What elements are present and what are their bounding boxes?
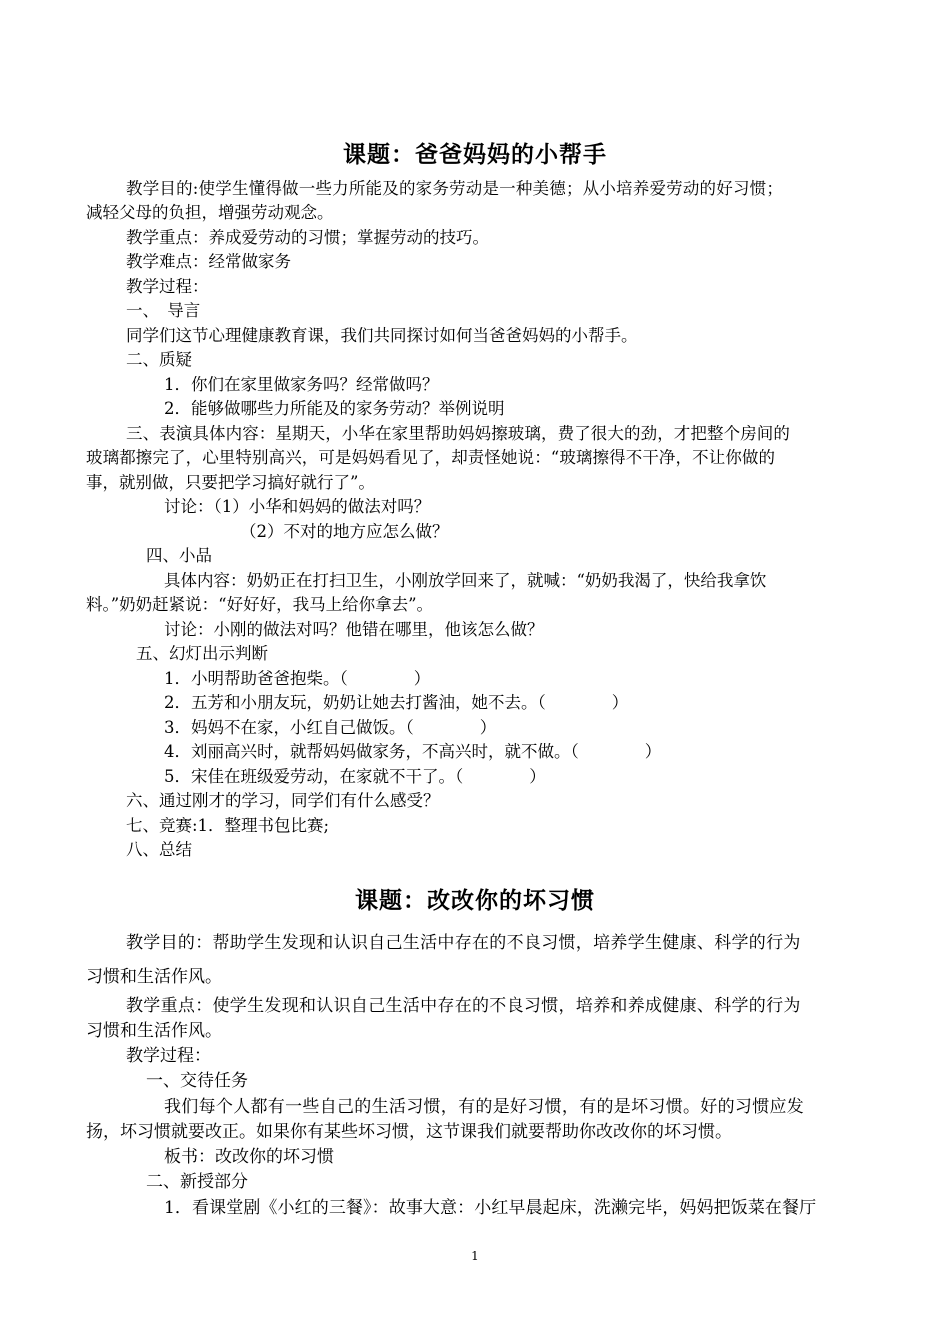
lesson1-difficulty: 教学难点：经常做家务 (126, 252, 291, 271)
lesson2-task-text-cont: 扬，坏习惯就要改正。如果你有某些坏习惯，这节课我们就要帮助你改改你的坏习惯。 (86, 1122, 732, 1142)
lesson1-section-3-end: 事，就别做，只要把学习搞好就行了”。 (86, 473, 375, 492)
lesson1-judge-3: 3．妈妈不在家，小红自己做饭。（ ） (164, 718, 497, 737)
lesson1-judge-2: 2．五芳和小朋友玩，奶奶让她去打酱油，她不去。（ ） (164, 693, 629, 712)
page-number: 1 (471, 1249, 479, 1263)
lesson1-judge-1: 1．小明帮助爸爸抱柴。（ ） (164, 669, 431, 688)
lesson1-question-1: 1．你们在家里做家务吗？经常做吗？ (164, 375, 439, 394)
lesson1-question-2: 2．能够做哪些力所能及的家务劳动？举例说明 (164, 399, 505, 418)
lesson2-key-point-cont: 习惯和生活作风。 (86, 1021, 222, 1041)
lesson2-section-2: 二、新授部分 (146, 1172, 248, 1192)
lesson1-skit-discussion: 讨论：小刚的做法对吗？他错在哪里，他该怎么做？ (164, 620, 544, 639)
lesson2-task-text: 我们每个人都有一些自己的生活习惯，有的是好习惯，有的是坏习惯。好的习惯应发 (164, 1097, 805, 1117)
lesson1-key-point: 教学重点：养成爱劳动的习惯；掌握劳动的技巧。 (126, 228, 489, 247)
lesson1-section-7: 七、竞赛:1．整理书包比赛; (126, 816, 330, 835)
lesson1-section-4: 四、小品 (146, 546, 212, 565)
lesson1-section-2: 二、质疑 (126, 350, 192, 369)
lesson1-skit-text: 具体内容：奶奶正在打扫卫生，小刚放学回来了，就喊：“奶奶我渴了，快给我拿饮 (164, 571, 767, 590)
lesson1-objective-cont: 减轻父母的负担，增强劳动观念。 (86, 203, 334, 222)
lesson1-section-8: 八、总结 (126, 840, 192, 859)
lesson1-section-3-cont: 玻璃都擦完了，心里特别高兴，可是妈妈看见了，却责怪她说：“玻璃擦得不干净，不让你做的 (86, 448, 776, 467)
lesson1-process-heading: 教学过程： (126, 277, 209, 296)
lesson2-process-heading: 教学过程： (126, 1046, 211, 1066)
lesson1-intro-text: 同学们这节心理健康教育课，我们共同探讨如何当爸爸妈妈的小帮手。 (126, 326, 638, 345)
lesson1-judge-4: 4．刘丽高兴时，就帮妈妈做家务，不高兴时，就不做。（ ） (164, 742, 662, 761)
lesson1-discussion-2: （2）不对的地方应怎么做？ (240, 522, 449, 541)
lesson2-title: 课题：改改你的坏习惯 (355, 888, 595, 914)
lesson1-objective: 教学目的:使学生懂得做一些力所能及的家务劳动是一种美德；从小培养爱劳动的好习惯； (126, 179, 784, 198)
lesson2-key-point: 教学重点：使学生发现和认识自己生活中存在的不良习惯，培养和养成健康、科学的行为 (126, 996, 801, 1016)
lesson2-objective-cont: 习惯和生活作风。 (86, 967, 222, 987)
lesson1-section-3: 三、表演具体内容：星期天，小华在家里帮助妈妈擦玻璃，费了很大的劲，才把整个房间的 (126, 424, 790, 443)
lesson2-blackboard: 板书：改改你的坏习惯 (164, 1147, 334, 1167)
lesson1-skit-text-cont: 料。”奶奶赶紧说：“好好好，我马上给你拿去”。 (86, 595, 434, 614)
lesson2-play-text: 1．看课堂剧《小红的三餐》：故事大意：小红早晨起床，洗濑完毕，妈妈把饭菜在餐厅 (164, 1198, 817, 1218)
lesson1-judge-5: 5．宋佳在班级爱劳动，在家就不干了。（ ） (164, 767, 546, 786)
lesson1-discussion-1: 讨论：（1）小华和妈妈的做法对吗？ (164, 497, 431, 516)
lesson1-section-6: 六、通过刚才的学习，同学们有什么感受？ (126, 791, 440, 810)
lesson1-section-5: 五、幻灯出示判断 (136, 644, 268, 663)
lesson2-section-1: 一、交待任务 (146, 1071, 248, 1091)
lesson1-section-1: 一、 导言 (126, 301, 201, 320)
lesson1-title: 课题：爸爸妈妈的小帮手 (343, 142, 607, 168)
lesson2-objective: 教学目的：帮助学生发现和认识自己生活中存在的不良习惯，培养学生健康、科学的行为 (126, 933, 801, 953)
